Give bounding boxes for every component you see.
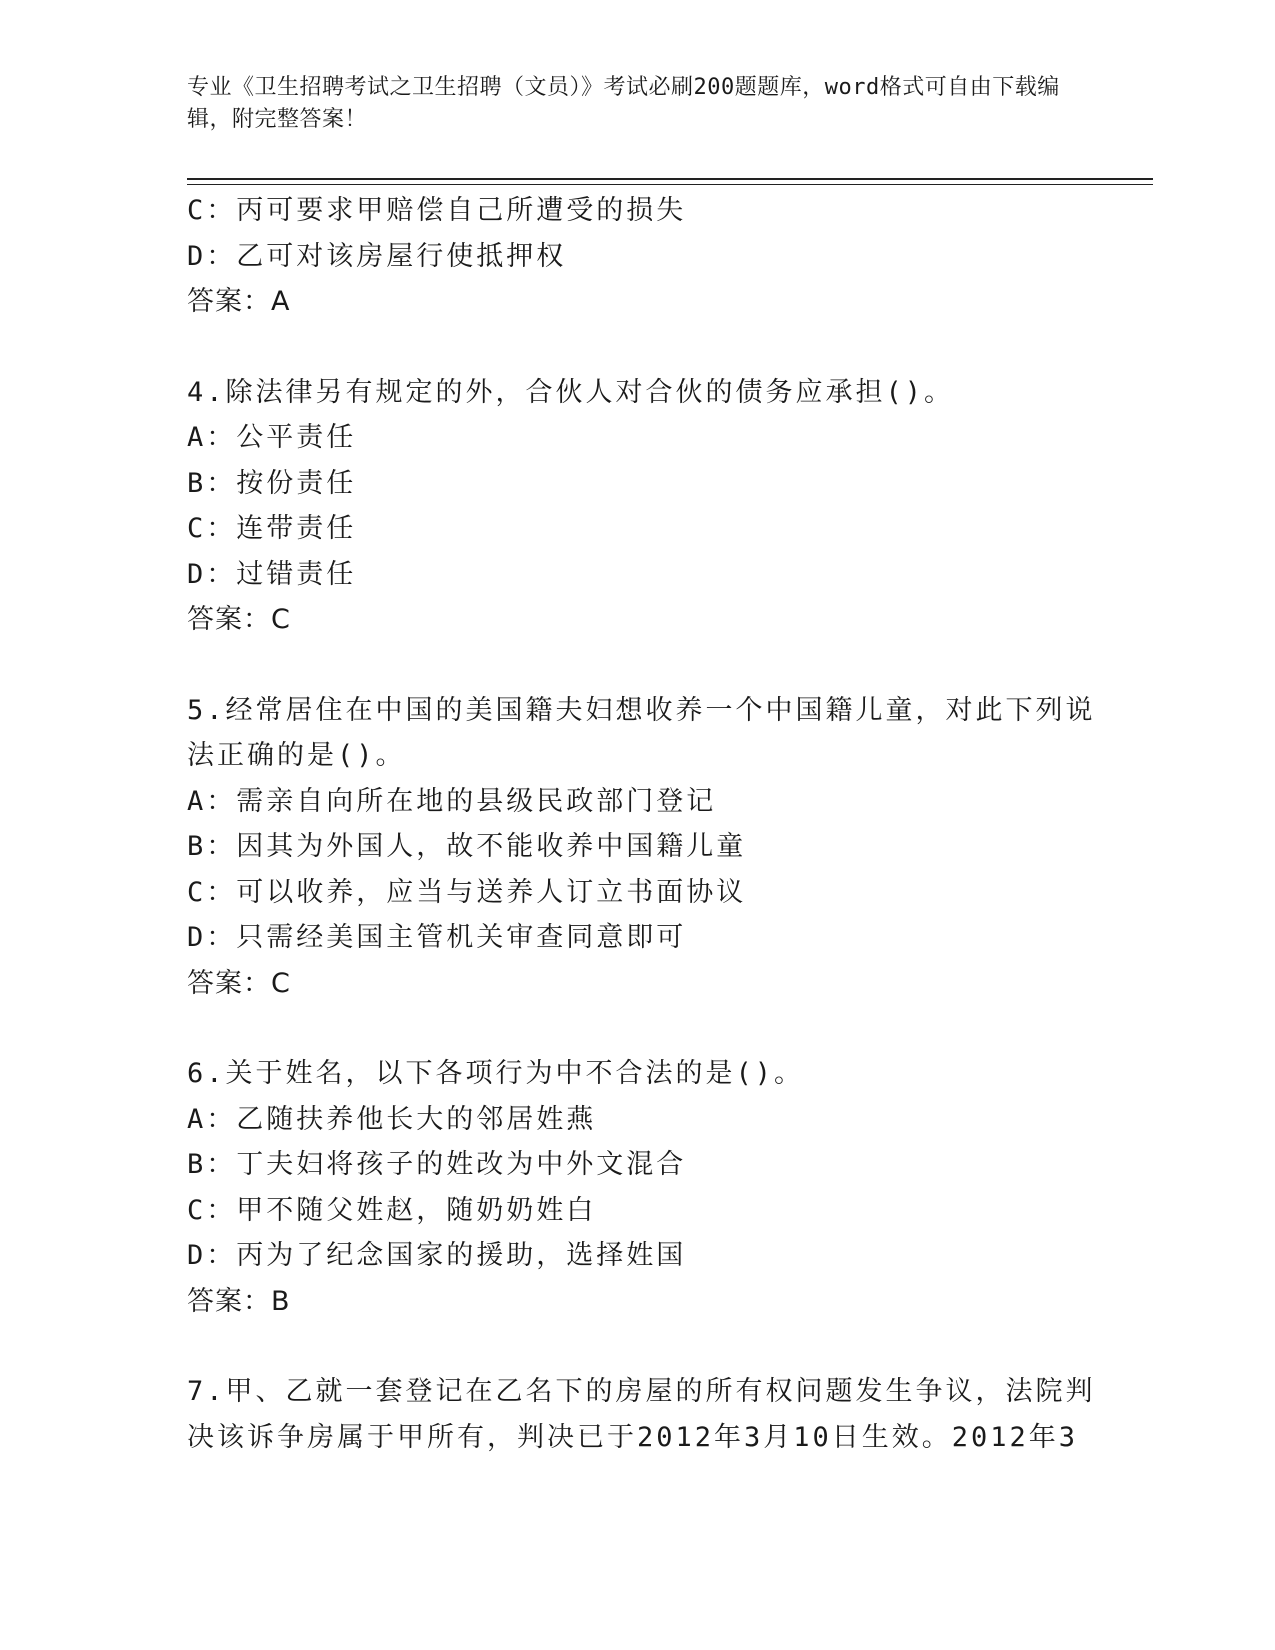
answer-label: 答案：C — [187, 604, 291, 635]
question-stem-line-1: 7.甲、乙就一套登记在乙名下的房屋的所有权问题发生争议，法院判 — [187, 1376, 1096, 1407]
answer-label: 答案：C — [187, 967, 291, 999]
option-b: B：按份责任 — [187, 467, 357, 499]
question-stem-line-2: 法正确的是()。 — [187, 740, 406, 771]
option-a: A：公平责任 — [187, 422, 357, 453]
option-d: D：只需经美国主管机关审查同意即可 — [187, 922, 687, 953]
question-stem-line-1: 5.经常居住在中国的美国籍夫妇想收养一个中国籍儿童，对此下列说 — [187, 694, 1096, 726]
document-header: 专业《卫生招聘考试之卫生招聘（文员）》考试必刷200题题库，word格式可自由下载编辑，附完整答案！ — [187, 75, 1060, 132]
question-stem-line-2: 决该诉争房属于甲所有，判决已于2012年3月10日生效。2012年3 — [187, 1421, 1079, 1453]
question-list — [187, 188, 1096, 1460]
option-c: C：连带责任 — [187, 513, 357, 544]
option-a: A：需亲自向所在地的县级民政部门登记 — [187, 785, 717, 817]
spacer — [187, 643, 1067, 688]
header-divider-thin — [187, 184, 1153, 185]
spacer — [187, 325, 1067, 370]
spacer — [187, 1324, 1067, 1369]
option-d: D：乙可对该房屋行使抵押权 — [187, 240, 567, 272]
option-d: D：过错责任 — [187, 558, 357, 590]
option-c: C：甲不随父姓赵，随奶奶姓白 — [187, 1194, 597, 1226]
option-a: A：乙随扶养他长大的邻居姓燕 — [187, 1103, 597, 1135]
option-d: D：丙为了纪念国家的援助，选择姓国 — [187, 1240, 687, 1271]
option-c: C：可以收养，应当与送养人订立书面协议 — [187, 876, 747, 908]
question-4 — [187, 370, 1067, 643]
option-b: B：丁夫妇将孩子的姓改为中外文混合 — [187, 1149, 687, 1180]
answer-label: 答案：A — [187, 286, 291, 317]
question-stem: 6.关于姓名，以下各项行为中不合法的是()。 — [187, 1058, 805, 1089]
spacer — [187, 1006, 1067, 1051]
option-c: C：丙可要求甲赔偿自己所遭受的损失 — [187, 195, 687, 226]
question-6 — [187, 1051, 1067, 1324]
question-stem: 4.除法律另有规定的外，合伙人对合伙的债务应承担()。 — [187, 376, 955, 408]
question-7 — [187, 1369, 1096, 1460]
header-divider-thick — [187, 178, 1153, 180]
option-b: B：因其为外国人，故不能收养中国籍儿童 — [187, 831, 747, 862]
answer-label: 答案：B — [187, 1285, 291, 1317]
question-3-continuation — [187, 188, 1067, 325]
question-5 — [187, 688, 1096, 1007]
